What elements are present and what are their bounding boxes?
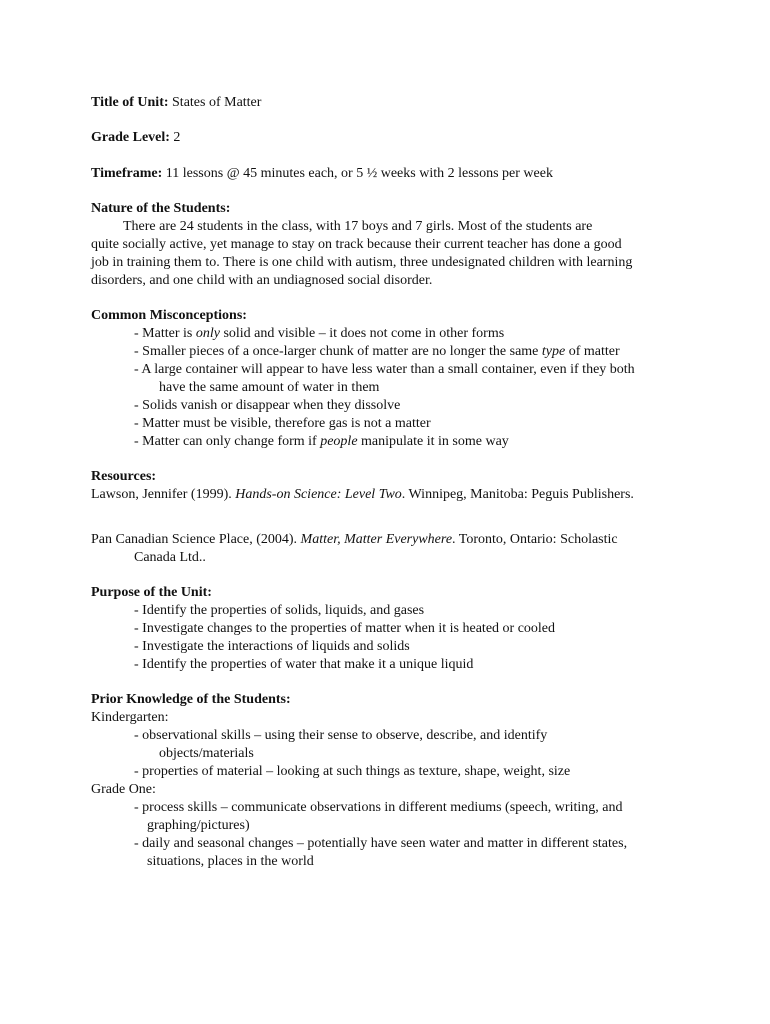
prior-heading: Prior Knowledge of the Students: bbox=[91, 692, 291, 707]
misconception-item: - Matter is only solid and visible – it does not come in other forms bbox=[134, 326, 505, 341]
nature-line: There are 24 students in the class, with 17 boys and 7 girls. Most of the students are bbox=[123, 219, 593, 234]
resource-entry: Lawson, Jennifer (1999). Hands-on Science: Level Two. Winnipeg, Manitoba: Peguis Publishers. bbox=[91, 487, 634, 502]
nature-line: disorders, and one child with an undiagnosed social disorder. bbox=[91, 273, 433, 288]
grade-label: Grade Level: bbox=[91, 130, 170, 145]
timeframe-label: Timeframe: bbox=[91, 166, 163, 181]
prior-item: - properties of material – looking at such things as texture, shape, weight, size bbox=[134, 764, 571, 779]
prior-item-continued: graphing/pictures) bbox=[147, 818, 250, 833]
prior-item: - process skills – communicate observations in different mediums (speech, writing, and bbox=[134, 800, 623, 815]
nature-heading: Nature of the Students: bbox=[91, 201, 231, 216]
purpose-item: - Identify the properties of water that make it a unique liquid bbox=[134, 657, 474, 672]
kindergarten-label: Kindergarten: bbox=[91, 710, 169, 725]
timeframe bbox=[91, 165, 553, 183]
prior-item: - daily and seasonal changes – potentially have seen water and matter in different states, bbox=[134, 836, 628, 851]
misconception-item: - A large container will appear to have less water than a small container, even if they both bbox=[134, 362, 635, 377]
misconception-item-continued: have the same amount of water in them bbox=[159, 380, 380, 395]
misconception-item: - Smaller pieces of a once-larger chunk of matter are no longer the same type of matter bbox=[134, 344, 620, 359]
title-label: Title of Unit: bbox=[91, 95, 169, 110]
timeframe-value: 11 lessons @ 45 minutes each, or 5 ½ weeks with 2 lessons per week bbox=[165, 166, 553, 181]
misconception-item: - Matter can only change form if people manipulate it in some way bbox=[134, 434, 509, 449]
nature-line: job in training them to. There is one child with autism, three undesignated children with learning bbox=[91, 255, 633, 270]
prior-item-continued: objects/materials bbox=[159, 746, 254, 761]
resource-entry-continued: Canada Ltd.. bbox=[134, 550, 206, 565]
purpose-item: - Investigate changes to the properties of matter when it is heated or cooled bbox=[134, 621, 556, 636]
resource-entry: Pan Canadian Science Place, (2004). Matter, Matter Everywhere. Toronto, Ontario: Scholastic bbox=[91, 532, 618, 547]
prior-item-continued: situations, places in the world bbox=[147, 854, 314, 869]
title-value: States of Matter bbox=[172, 95, 262, 110]
resources-heading: Resources: bbox=[91, 469, 157, 484]
misconception-item: - Matter must be visible, therefore gas is not a matter bbox=[134, 416, 431, 431]
misconceptions-heading: Common Misconceptions: bbox=[91, 308, 247, 323]
grade-value: 2 bbox=[173, 130, 181, 145]
purpose-heading: Purpose of the Unit: bbox=[91, 585, 212, 600]
prior-item: - observational skills – using their sense to observe, describe, and identify bbox=[134, 728, 548, 743]
misconception-item: - Solids vanish or disappear when they dissolve bbox=[134, 398, 401, 413]
grade-one-label: Grade One: bbox=[91, 782, 156, 797]
purpose-item: - Identify the properties of solids, liquids, and gases bbox=[134, 603, 425, 618]
grade-level bbox=[91, 129, 180, 147]
purpose-item: - Investigate the interactions of liquids and solids bbox=[134, 639, 410, 654]
title-of-unit bbox=[91, 94, 261, 112]
nature-line: quite socially active, yet manage to stay on track because their current teacher has done a good bbox=[91, 237, 622, 252]
